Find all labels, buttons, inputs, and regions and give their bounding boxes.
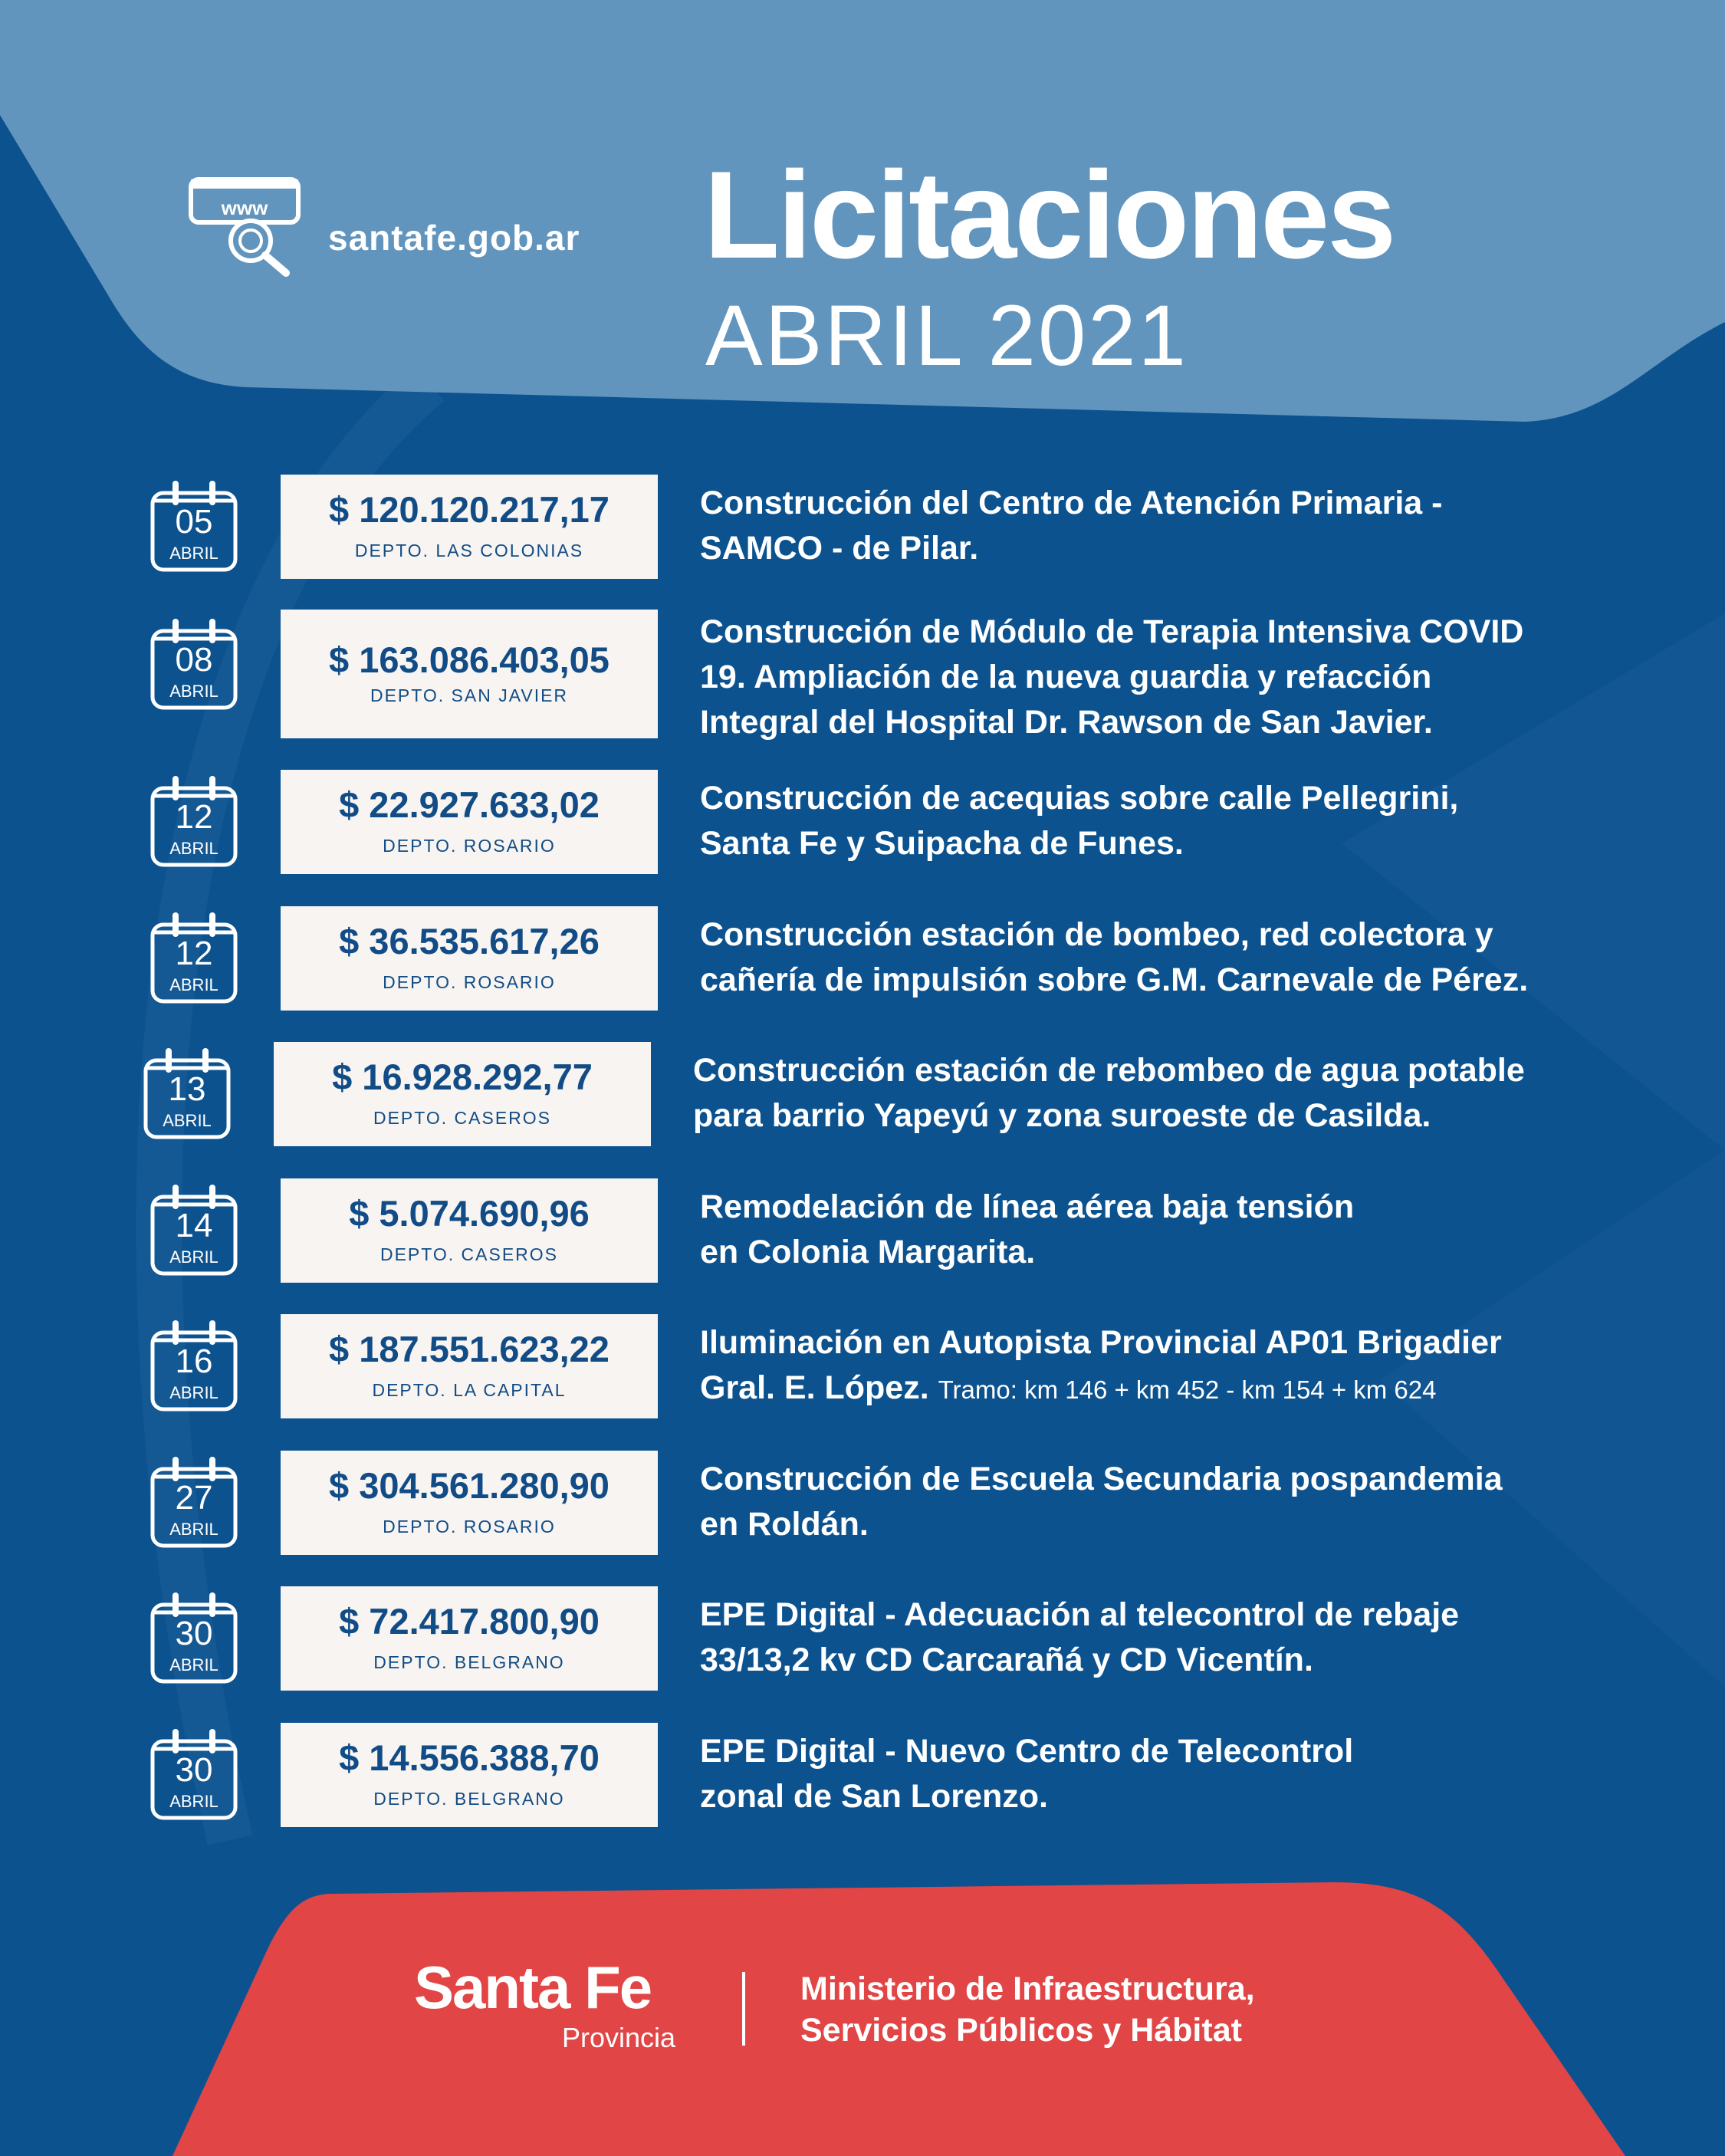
www-search-icon [188,175,303,278]
description-line: Construcción estación de bombeo, red colectora y [700,916,1493,953]
brand-logo-subtitle: Provincia [562,2022,676,2053]
description-line: Construcción de acequias sobre calle Pellegrini, [700,780,1459,817]
description-line: Gral. E. López. [700,1369,929,1406]
department: DEPTO. ROSARIO [383,972,556,992]
page-subtitle: ABRIL 2021 [705,288,1188,383]
calendar-icon [148,1455,240,1550]
calendar-month: ABRIL [169,1247,219,1267]
amount: $ 16.928.292,77 [332,1057,593,1097]
calendar-icon [148,774,240,869]
description-line: Construcción de Escuela Secundaria pospandemia [700,1461,1503,1497]
department: DEPTO. BELGRANO [373,1652,565,1672]
licitacion-row [0,906,1725,1021]
calendar-icon [148,1591,240,1686]
calendar-month: ABRIL [169,544,219,563]
description-line: EPE Digital - Adecuación al telecontrol de rebaje [700,1596,1460,1633]
amount: $ 304.561.280,90 [329,1465,610,1506]
calendar-day: 14 [175,1207,213,1244]
amount-card [281,475,658,579]
description-line: Remodelación de línea aérea baja tensión [700,1188,1355,1225]
description-line: Construcción del Centro de Atención Primaria - [700,485,1443,521]
description-line: para barrio Yapeyú y zona suroeste de Casilda. [693,1097,1431,1134]
description-line: SAMCO - de Pilar. [700,530,979,567]
licitacion-row [0,1042,1725,1157]
calendar-month: ABRIL [169,1655,219,1675]
description [700,912,1651,1003]
footer-divider [742,1972,745,2046]
description [693,1048,1644,1139]
department: DEPTO. LAS COLONIAS [354,541,584,560]
description-line: Integral del Hospital Dr. Rawson de San Javier. [700,704,1433,741]
page-title: Licitaciones [704,146,1395,284]
description [700,1592,1651,1683]
description-line: Santa Fe y Suipacha de Funes. [700,825,1184,862]
description [700,776,1651,866]
licitacion-row [0,1178,1725,1293]
amount-card [281,1451,658,1555]
brand-logo-name: Santa Fe [414,1954,652,2021]
calendar-day: 12 [175,798,213,836]
licitacion-row [0,1723,1725,1838]
calendar-month: ABRIL [169,1520,219,1539]
amount-card [281,610,658,738]
calendar-day: 13 [168,1070,206,1108]
calendar-day: 12 [175,935,213,972]
calendar-day: 30 [175,1751,213,1789]
calendar-icon [148,1319,240,1414]
calendar-day: 30 [175,1615,213,1652]
site-url[interactable]: santafe.gob.ar [328,218,580,258]
description [700,1320,1651,1412]
description-line: cañería de impulsión sobre G.M. Carnevale de Pérez. [700,961,1529,998]
description-line: Iluminación en Autopista Provincial AP01 Brigadier [700,1324,1502,1361]
calendar-month: ABRIL [169,1383,219,1402]
amount: $ 163.086.403,05 [329,639,610,680]
amount: $ 5.074.690,96 [349,1193,590,1234]
department: DEPTO. SAN JAVIER [370,685,569,705]
calendar-day: 08 [175,641,213,679]
amount: $ 72.417.800,90 [339,1601,600,1642]
amount-card [281,1314,658,1418]
calendar-month: ABRIL [169,1792,219,1811]
licitacion-row [0,1451,1725,1566]
calendar-month: ABRIL [163,1111,212,1130]
calendar-icon [141,1047,233,1142]
calendar-icon [148,1183,240,1278]
amount-card [281,906,658,1011]
calendar-month: ABRIL [169,682,219,701]
department: DEPTO. ROSARIO [383,836,556,856]
calendar-day: 05 [175,503,213,541]
ministry-name-line: Ministerio de Infraestructura, [800,1970,1255,2007]
amount: $ 187.551.623,22 [329,1329,610,1369]
calendar-icon [148,479,240,574]
department: DEPTO. CASEROS [373,1108,552,1128]
amount: $ 14.556.388,70 [339,1737,600,1778]
description [700,1185,1651,1275]
amount-card [281,1178,658,1283]
svg-text:www: www [221,196,268,219]
description-line: EPE Digital - Nuevo Centro de Telecontrol [700,1733,1354,1770]
description [700,610,1651,745]
description-line: en Colonia Margarita. [700,1234,1036,1270]
description-extra: Tramo: km 146 + km 452 - km 154 + km 624 [938,1375,1437,1404]
amount-card [281,1586,658,1691]
description-line: Construcción estación de rebombeo de agua potable [693,1052,1525,1089]
calendar-day: 16 [175,1343,213,1380]
amount-card [274,1042,651,1146]
amount-card [281,1723,658,1827]
description-line: 33/13,2 kv CD Carcarañá y CD Vicentín. [700,1642,1313,1678]
department: DEPTO. LA CAPITAL [372,1380,567,1400]
description-line: Construcción de Módulo de Terapia Intensiva COVID [700,613,1524,650]
amount: $ 22.927.633,02 [339,784,600,825]
calendar-month: ABRIL [169,975,219,994]
description-line: 19. Ampliación de la nueva guardia y refacción [700,659,1432,695]
department: DEPTO. ROSARIO [383,1517,556,1536]
calendar-icon [148,617,240,712]
ministry-name-line: Servicios Públicos y Hábitat [800,2012,1242,2049]
calendar-day: 27 [175,1479,213,1517]
licitacion-row [0,1314,1725,1429]
description [700,481,1651,571]
licitacion-row [0,1586,1725,1701]
amount: $ 36.535.617,26 [339,921,600,961]
licitacion-row [0,475,1725,590]
department: DEPTO. BELGRANO [373,1789,565,1809]
licitacion-row [0,610,1725,741]
department: DEPTO. CASEROS [380,1244,559,1264]
description-line: en Roldán. [700,1506,869,1543]
calendar-icon [148,911,240,1006]
amount-card [281,770,658,874]
amount: $ 120.120.217,17 [329,489,610,530]
calendar-month: ABRIL [169,839,219,858]
calendar-icon [148,1727,240,1822]
licitacion-row [0,770,1725,885]
description [700,1729,1651,1819]
description-line: zonal de San Lorenzo. [700,1778,1048,1815]
description [700,1457,1651,1547]
